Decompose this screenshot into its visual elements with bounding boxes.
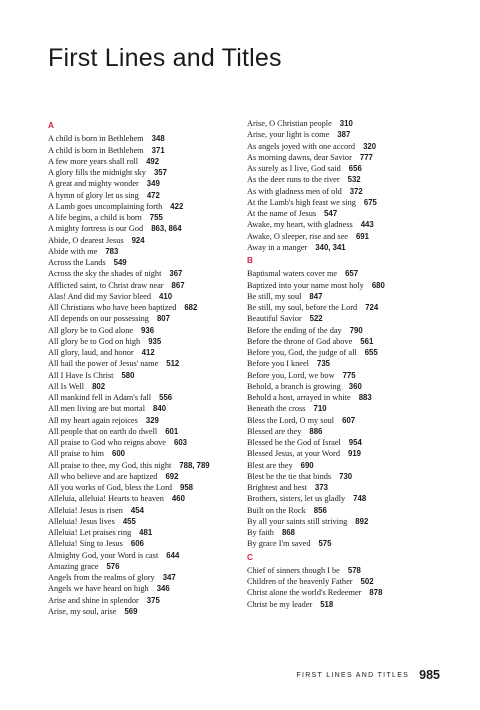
entry-title: Behold a host, arrayed in white [247, 393, 351, 402]
hymn-number: 481 [139, 528, 153, 537]
hymn-number: 935 [148, 336, 162, 346]
index-entry [247, 516, 439, 527]
index-entry [48, 572, 240, 583]
index-entry [48, 583, 240, 594]
index-entry [48, 516, 240, 527]
entry-title: All glory, laud, and honor [48, 348, 134, 357]
entry-title: Alleluia! Let praises ring [48, 528, 132, 537]
entry-title: Blessed Jesus, at your Word [247, 449, 340, 459]
index-entry [48, 448, 240, 459]
entry-title: Alleluia! Jesus is risen [48, 505, 123, 515]
entry-title: All Christians who have been baptized [48, 303, 177, 312]
index-entry [247, 426, 439, 437]
index-entry [48, 606, 240, 617]
hymn-number: 692 [165, 471, 179, 481]
entry-title: All glory be to God on high [48, 336, 141, 346]
hymn-number: 410 [159, 291, 173, 301]
entry-title: All my heart again rejoices [48, 415, 138, 425]
hymn-number: 783 [105, 246, 119, 256]
index-entry [247, 381, 439, 392]
entry-title: Alas! And did my Savior bleed [48, 291, 152, 301]
entry-title: At the name of Jesus [247, 209, 317, 218]
index-entry [247, 325, 439, 336]
index-entry [48, 561, 240, 572]
index-entry [247, 219, 439, 230]
hymn-number: 310 [339, 119, 353, 128]
entry-title: All who believe and are baptized [48, 471, 158, 481]
index-entry [48, 415, 240, 426]
index-entry [247, 587, 439, 598]
index-entry [247, 403, 439, 414]
index-entry [48, 212, 240, 223]
hymn-number: 847 [309, 291, 323, 301]
entry-title: Amazing grace [48, 561, 99, 571]
section-letter: B [247, 255, 253, 265]
entry-title: All praise to God who reigns above [48, 438, 166, 447]
index-entry [48, 156, 240, 167]
entry-title: All glory be to God alone [48, 325, 134, 335]
hymn-number: 600 [112, 449, 126, 459]
entry-title: Before you, Lord, we bow [247, 370, 335, 380]
index-entry [48, 381, 240, 392]
entry-title: As the deer runs to the river [247, 175, 340, 185]
page-number: 985 [419, 668, 440, 683]
entry-title: Awake, O sleeper, rise and see [247, 231, 348, 241]
entry-title: Abide, O dearest Jesus [48, 235, 124, 245]
hymn-number: 576 [106, 561, 120, 571]
hymn-number: 682 [184, 303, 198, 312]
hymn-number: 329 [145, 415, 159, 425]
page-footer [296, 666, 440, 684]
hymn-number: 371 [151, 145, 165, 155]
hymn-number: 346 [156, 584, 170, 594]
entry-title: All I Have Is Christ [48, 370, 114, 380]
index-entry [247, 231, 439, 242]
hymn-number: 856 [313, 505, 327, 515]
hymn-number: 357 [153, 168, 167, 177]
index-entry [247, 174, 439, 185]
index-entry [247, 152, 439, 163]
entry-title: Brothers, sisters, let us gladly [247, 494, 346, 504]
index-entry [247, 302, 439, 313]
hymn-number: 348 [151, 134, 165, 144]
hymn-number: 790 [349, 325, 363, 335]
entry-title: Arise, O Christian people [247, 119, 332, 128]
entry-title: As surely as I live, God said [247, 164, 341, 173]
hymn-number: 549 [113, 258, 127, 267]
hymn-number: 807 [156, 314, 170, 324]
index-entry [247, 392, 439, 403]
index-entry [247, 141, 439, 152]
hymn-number: 601 [165, 426, 179, 436]
entry-title: Across the Lands [48, 258, 106, 267]
hymn-number: 455 [122, 516, 136, 526]
entry-title: All mankind fell in Adam's fall [48, 393, 152, 402]
index-entry [48, 370, 240, 381]
hymn-number: 878 [369, 588, 383, 598]
index-entry [48, 190, 240, 201]
hymn-number: 892 [355, 516, 369, 526]
entry-title: Before you, God, the judge of all [247, 348, 357, 357]
hymn-number: 580 [121, 370, 135, 380]
entry-title: Awake, my heart, with gladness [247, 220, 353, 230]
section-letter: A [48, 120, 54, 130]
running-footer: FIRST LINES AND TITLES [296, 671, 410, 679]
hymn-number: 578 [347, 565, 361, 575]
index-entry [48, 527, 240, 538]
entry-title: Arise, my soul, arise [48, 606, 117, 616]
index-entry [48, 133, 240, 144]
entry-title: A child is born in Bethlehem [48, 145, 144, 155]
entry-title: All praise to him [48, 449, 104, 459]
hymn-number: 561 [360, 336, 374, 346]
entry-title: A Lamb goes uncomplaining forth [48, 201, 163, 211]
hymn-number: 443 [360, 220, 374, 230]
index-entry [48, 268, 240, 279]
hymn-number: 868 [281, 528, 295, 537]
hymn-number: 730 [339, 471, 353, 481]
index-entry [48, 291, 240, 302]
index-entry [48, 257, 240, 268]
hymn-number: 472 [146, 190, 160, 200]
index-entry [48, 223, 240, 234]
hymn-number: 492 [146, 156, 160, 166]
hymn-number: 522 [309, 314, 323, 324]
entry-title: All Is Well [48, 381, 85, 391]
hymn-number: 690 [300, 460, 314, 470]
entry-title: Before the throne of God above [247, 336, 353, 346]
hymn-number: 372 [349, 186, 363, 196]
index-entry [247, 471, 439, 482]
entry-title: Before the ending of the day [247, 325, 342, 335]
entry-title: As angels joyed with one accord [247, 141, 356, 151]
entry-title: Be still, my soul [247, 291, 302, 301]
index-entry [247, 208, 439, 219]
hymn-number: 320 [363, 141, 377, 151]
index-entry [48, 145, 240, 156]
index-entry [48, 505, 240, 516]
index-entry [247, 565, 439, 576]
entry-title: Children of the heavenly Father [247, 577, 353, 586]
hymn-number: 886 [309, 426, 323, 436]
hymn-number: 518 [320, 599, 334, 609]
hymn-number: 340, 341 [315, 242, 346, 252]
index-entry [48, 167, 240, 178]
entry-title: A mighty fortress is our God [48, 224, 144, 234]
index-entry [247, 527, 439, 538]
hymn-number: 680 [371, 280, 385, 290]
entry-title: A great and mighty wonder [48, 179, 139, 189]
index-entry [48, 358, 240, 369]
index-entry [48, 550, 240, 561]
hymn-number: 735 [316, 359, 330, 369]
entry-title: Afflicted saint, to Christ draw near [48, 280, 164, 290]
index-entry [247, 313, 439, 324]
index-entry [48, 201, 240, 212]
entry-title: A hymn of glory let us sing [48, 190, 139, 200]
hymn-number: 502 [360, 577, 374, 586]
hymn-number: 867 [171, 280, 185, 290]
entry-title: Abide with me [48, 246, 98, 256]
hymn-number: 349 [146, 179, 160, 189]
entry-title: Brightest and best [247, 483, 307, 492]
index-entry [48, 313, 240, 324]
hymn-number: 777 [359, 152, 373, 162]
entry-title: Blest be the tie that binds [247, 471, 332, 481]
entry-title: Across the sky the shades of night [48, 269, 162, 279]
index-entry [48, 302, 240, 313]
index-entry [247, 291, 439, 302]
index-entry [48, 392, 240, 403]
entry-title: All praise to thee, my God, this night [48, 460, 172, 470]
entry-title: Behold, a branch is growing [247, 381, 341, 391]
entry-title: All you works of God, bless the Lord [48, 483, 172, 492]
entry-title: Baptized into your name most holy [247, 280, 364, 290]
index-entry [48, 336, 240, 347]
entry-title: Blessed be the God of Israel [247, 438, 341, 447]
section-letter: C [247, 551, 253, 562]
hymn-number: 802 [92, 381, 106, 391]
hymn-number: 603 [173, 438, 187, 447]
hymn-number: 422 [170, 201, 184, 211]
entry-title: All people that on earth do dwell [48, 426, 158, 436]
hymn-number: 367 [169, 269, 183, 279]
hymn-number: 387 [337, 130, 351, 140]
hymn-number: 644 [166, 550, 180, 560]
hymn-number: 840 [153, 404, 167, 414]
index-entry [247, 197, 439, 208]
entry-title: Beneath the cross [247, 404, 306, 414]
index-entry [48, 347, 240, 358]
entry-title: Arise, your light is come [247, 130, 330, 140]
entry-title: All depends on our possessing [48, 314, 149, 324]
hymn-number: 569 [124, 606, 138, 616]
hymn-number: 360 [348, 381, 362, 391]
index-entry [247, 482, 439, 493]
hymn-number: 924 [131, 235, 145, 245]
index-entry [48, 246, 240, 257]
entry-title: Bless the Lord, O my soul [247, 415, 335, 425]
entry-title: All hail the power of Jesus' name [48, 359, 159, 369]
entry-title: Alleluia! Sing to Jesus [48, 539, 123, 549]
hymn-number: 607 [342, 415, 356, 425]
hymn-number: 547 [324, 209, 338, 218]
entry-title: A glory fills the midnight sky [48, 168, 146, 177]
hymn-number: 755 [149, 213, 163, 222]
hymn-number: 958 [179, 483, 193, 492]
index-entry [247, 268, 439, 279]
entry-title: Be still, my soul, before the Lord [247, 303, 358, 312]
entry-title: As with gladness men of old [247, 186, 342, 196]
index-entry [48, 325, 240, 336]
index-entry [48, 493, 240, 504]
entry-title: Blessed are they [247, 426, 302, 436]
entry-title: Angels we have heard on high [48, 584, 149, 594]
index-entry [48, 280, 240, 291]
entry-title: A life begins, a child is born [48, 213, 142, 222]
entry-title: Chief of sinners though I be [247, 565, 340, 575]
hymn-number: 412 [141, 348, 155, 357]
hymn-number: 863, 864 [151, 224, 182, 234]
index-entry [48, 538, 240, 549]
hymn-number: 556 [159, 393, 173, 402]
index-entry [247, 370, 439, 381]
entry-title: Beautiful Savior [247, 314, 302, 324]
entry-title: Alleluia, alleluia! Hearts to heaven [48, 494, 164, 504]
hymn-number: 575 [318, 539, 332, 549]
hymn-number: 691 [355, 231, 369, 241]
hymn-number: 675 [363, 197, 377, 207]
hymn-number: 883 [358, 393, 372, 402]
index-entry [247, 460, 439, 471]
hymn-number: 532 [347, 175, 361, 185]
entry-title: Away in a manger [247, 242, 308, 252]
index-entry [247, 280, 439, 291]
index-entry [247, 118, 439, 129]
index-entry [247, 448, 439, 459]
entry-title: Before you I kneel [247, 359, 309, 369]
index-column-right [247, 118, 439, 610]
index-entry [247, 129, 439, 140]
entry-title: Christ alone the world's Redeemer [247, 588, 362, 598]
entry-title: Baptismal waters cover me [247, 269, 338, 279]
hymn-number: 936 [141, 325, 155, 335]
index-entry [247, 493, 439, 504]
index-entry [48, 235, 240, 246]
hymn-number: 775 [342, 370, 356, 380]
index-entry [48, 471, 240, 482]
hymn-number: 655 [364, 348, 378, 357]
index-entry [48, 437, 240, 448]
entry-title: All men living are but mortal [48, 404, 146, 414]
index-entry [247, 186, 439, 197]
hymn-number: 606 [130, 539, 144, 549]
index-entry [247, 576, 439, 587]
page-title: First Lines and Titles [48, 44, 282, 72]
hymn-number: 657 [345, 269, 359, 279]
index-entry [247, 336, 439, 347]
index-entry [247, 599, 439, 610]
hymn-number: 748 [353, 494, 367, 504]
index-entry [247, 358, 439, 369]
index-entry [48, 426, 240, 437]
hymn-number: 954 [348, 438, 362, 447]
hymn-number: 460 [171, 494, 185, 504]
hymn-number: 919 [347, 449, 361, 459]
hymn-number: 347 [162, 573, 176, 582]
entry-title: Almighty God, your Word is cast [48, 550, 159, 560]
index-entry [48, 595, 240, 606]
index-entry [48, 460, 240, 471]
entry-title: By faith [247, 528, 274, 537]
hymn-number: 656 [348, 164, 362, 173]
entry-title: A few more years shall roll [48, 156, 139, 166]
entry-title: At the Lamb's high feast we sing [247, 197, 356, 207]
entry-title: By grace I'm saved [247, 539, 311, 549]
entry-title: By all your saints still striving [247, 516, 348, 526]
index-entry [247, 242, 439, 253]
hymn-number: 710 [313, 404, 327, 414]
index-entry [48, 403, 240, 414]
entry-title: Arise and shine in splendor [48, 595, 139, 605]
hymn-number: 375 [146, 595, 160, 605]
hymn-number: 788, 789 [179, 460, 210, 470]
hymn-number: 512 [166, 359, 180, 369]
index-entry [48, 482, 240, 493]
entry-title: As morning dawns, dear Savior [247, 152, 352, 162]
index-entry [48, 178, 240, 189]
hymn-number: 373 [314, 483, 328, 492]
entry-title: Alleluia! Jesus lives [48, 516, 115, 526]
index-entry [247, 538, 439, 549]
hymn-number: 724 [365, 303, 379, 312]
entry-title: Blest are they [247, 460, 293, 470]
index-entry [247, 347, 439, 358]
index-entry [247, 415, 439, 426]
index-entry [247, 437, 439, 448]
entry-title: A child is born in Bethlehem [48, 134, 144, 144]
index-entry [247, 163, 439, 174]
entry-title: Angels from the realms of glory [48, 573, 155, 582]
index-column-left [48, 118, 240, 617]
entry-title: Christ be my leader [247, 599, 313, 609]
entry-title: Built on the Rock [247, 505, 306, 515]
index-entry [247, 505, 439, 516]
hymn-number: 454 [130, 505, 144, 515]
